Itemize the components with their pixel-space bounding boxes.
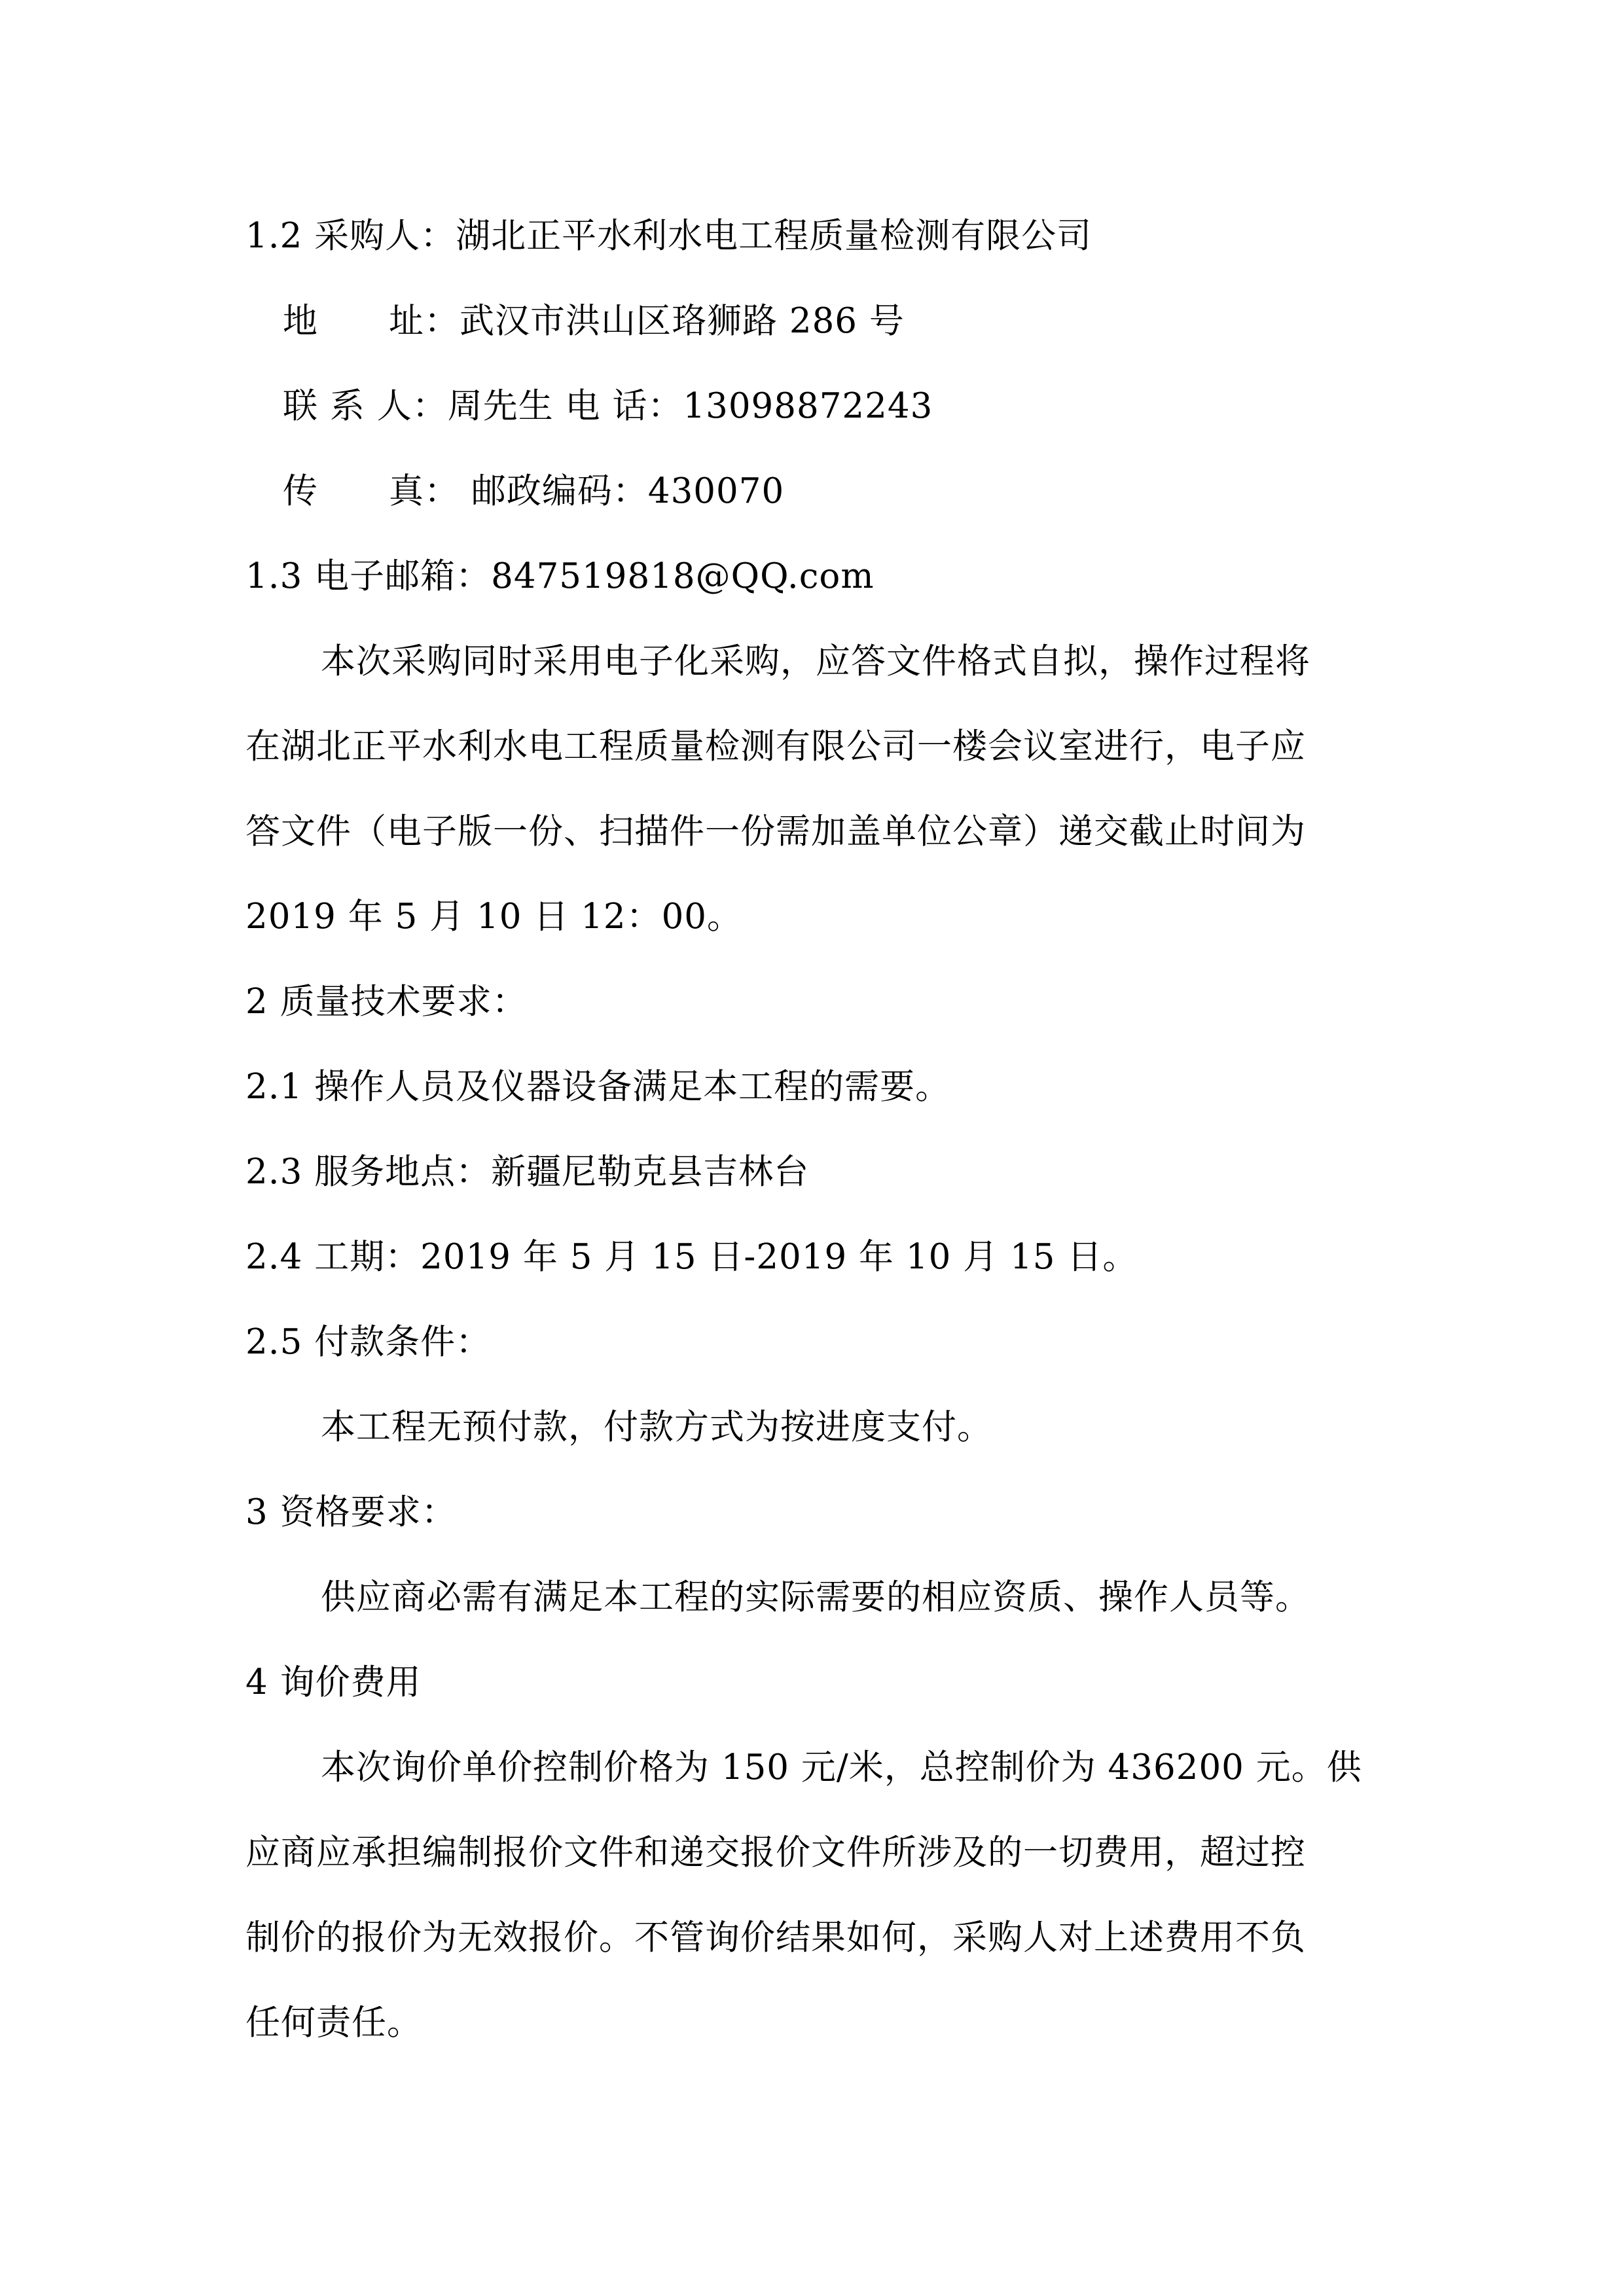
paragraph-line: 本次采购同时采用电子化采购，应答文件格式自拟，操作过程将 [321, 641, 1310, 681]
section-heading: 2 质量技术要求： [245, 982, 528, 1022]
paragraph-line: 任何责任。 [245, 2003, 422, 2043]
section-heading: 3 资格要求： [245, 1492, 457, 1532]
list-item: 2.4 工期：2019 年 5 月 15 日-2019 年 10 月 15 日。 [245, 1237, 1138, 1277]
paragraph-line: 供应商必需有满足本工程的实际需要的相应资质、操作人员等。 [321, 1577, 1310, 1617]
paragraph-line: 应商应承担编制报价文件和递交报价文件所涉及的一切费用，超过控 [245, 1833, 1306, 1873]
paragraph-line: 答文件（电子版一份、扫描件一份需加盖单位公章）递交截止时间为 [245, 812, 1306, 852]
paragraph-line: 本工程无预付款，付款方式为按进度支付。 [321, 1407, 992, 1447]
list-item: 2.5 付款条件： [245, 1322, 492, 1362]
list-item: 2.1 操作人员及仪器设备满足本工程的需要。 [245, 1067, 951, 1107]
email-line: 1.3 电子邮箱：847519818@QQ.com [245, 556, 875, 596]
address-line: 地 址：武汉市洪山区珞狮路 286 号 [283, 301, 905, 341]
contact-line: 联 系 人：周先生 电 话：13098872243 [283, 386, 933, 426]
paragraph-line: 本次询价单价控制价格为 150 元/米，总控制价为 436200 元。供 [321, 1748, 1362, 1787]
fax-postcode-line: 传 真： 邮政编码：430070 [283, 471, 785, 511]
paragraph-line: 2019 年 5 月 10 日 12：00。 [245, 897, 743, 937]
list-item: 2.3 服务地点：新疆尼勒克县吉林台 [245, 1152, 810, 1192]
section-heading: 4 询价费用 [245, 1662, 422, 1702]
purchaser-line: 1.2 采购人：湖北正平水利水电工程质量检测有限公司 [245, 216, 1092, 256]
paragraph-line: 制价的报价为无效报价。不管询价结果如何，采购人对上述费用不负 [245, 1918, 1306, 1958]
paragraph-line: 在湖北正平水利水电工程质量检测有限公司一楼会议室进行，电子应 [245, 726, 1306, 766]
